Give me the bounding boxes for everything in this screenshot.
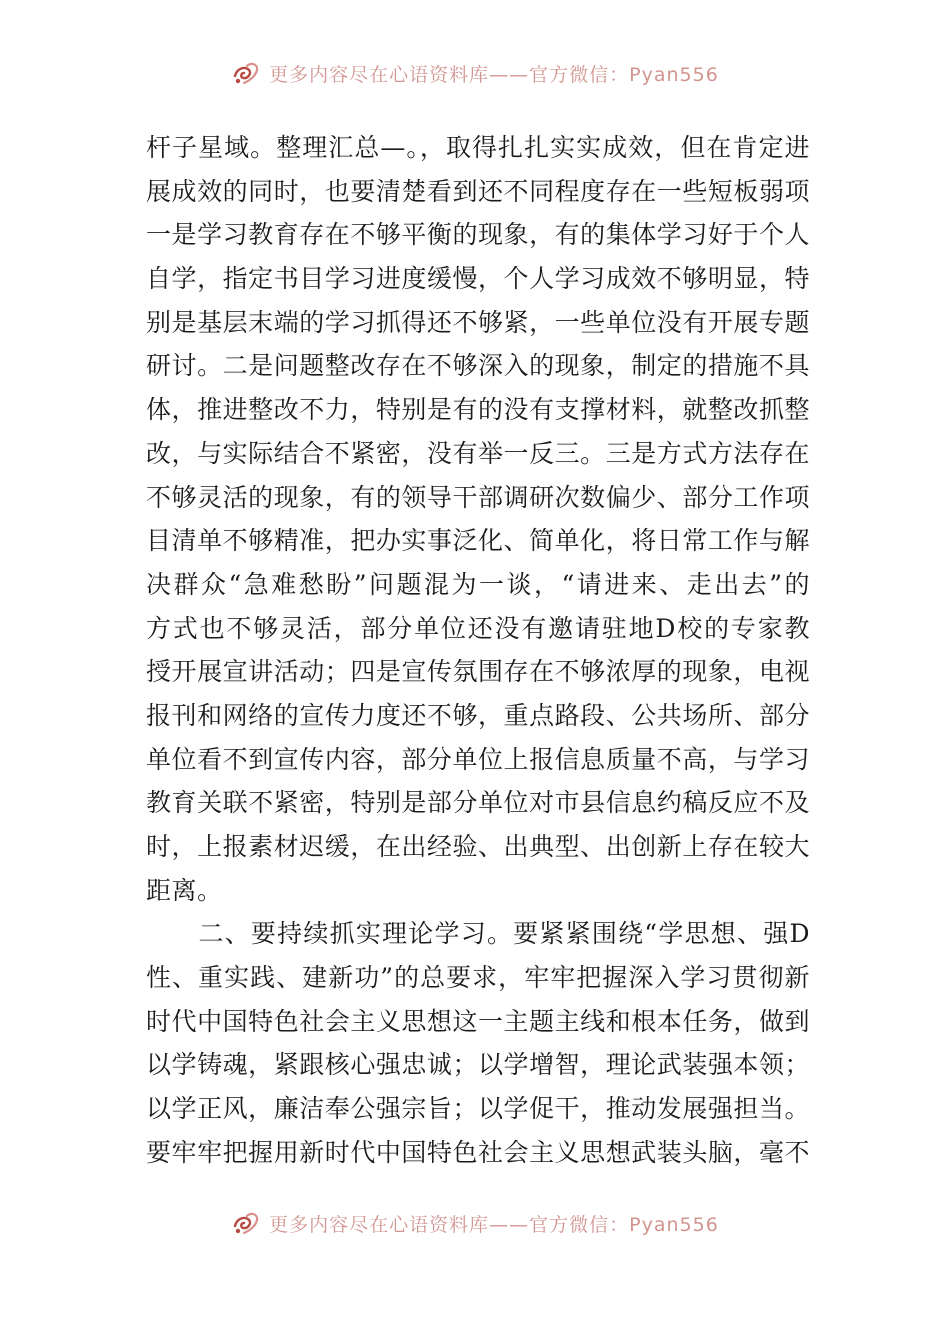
text-line: 以学铸魂，紧跟核心强忠诚；以学增智，理论武装强本领； <box>146 1050 810 1080</box>
text-line: 时，上报素材迟缓，在出经验、出典型、出创新上存在较大 <box>146 832 810 861</box>
text-line: 时代中国特色社会主义思想这一主题主线和根本任务，做到 <box>146 1006 810 1036</box>
document-body <box>146 126 810 1175</box>
text-line: 体，推进整改不力，特别是有的没有支撑材料，就整改抓整 <box>146 395 810 425</box>
text-line: 距离。 <box>146 875 223 905</box>
watermark-text: 更多内容尽在心语资料库——官方微信：Pyan556 <box>269 63 719 86</box>
text-line: 教育关联不紧密，特别是部分单位对市县信息约稿反应不及 <box>146 788 810 818</box>
header-watermark <box>0 58 950 88</box>
text-line: 以学正风，廉洁奉公强宗旨；以学促干，推动发展强担当。 <box>146 1094 810 1124</box>
text-line: 单位看不到宣传内容，部分单位上报信息质量不高，与学习 <box>146 744 810 774</box>
text-line: 报刊和网络的宣传力度还不够，重点路段、公共场所、部分 <box>146 700 810 730</box>
text-line: 要牢牢把握用新时代中国特色社会主义思想武装头脑，毫不 <box>146 1137 810 1167</box>
text-line: 杆子星域。整理汇总—。，取得扎扎实实成效，但在肯定进 <box>146 133 810 162</box>
text-line: 研讨。二是问题整改存在不够深入的现象，制定的措施不具 <box>146 351 810 381</box>
text-line: 二、要持续抓实理论学习。要紧紧围绕“学思想、强D <box>146 919 810 949</box>
text-line: 不够灵活的现象，有的领导干部调研次数偏少、部分工作项 <box>146 482 810 512</box>
logo-icon <box>231 1210 261 1236</box>
text-line: 自学，指定书目学习进度缓慢，个人学习成效不够明显，特 <box>146 264 810 294</box>
text-line: 改，与实际结合不紧密，没有举一反三。三是方式方法存在 <box>146 438 810 468</box>
footer-watermark <box>0 1208 950 1238</box>
text-line: 方式也不够灵活，部分单位还没有邀请驻地D校的专家教 <box>146 613 810 643</box>
watermark-text: 更多内容尽在心语资料库——官方微信：Pyan556 <box>269 1213 719 1236</box>
text-line: 性、重实践、建新功”的总要求，牢牢把握深入学习贯彻新 <box>146 963 810 993</box>
text-line: 决群众“急难愁盼”问题混为一谈，“请进来、走出去”的 <box>146 569 810 599</box>
text-line: 目清单不够精准，把办实事泛化、简单化，将日常工作与解 <box>146 526 810 556</box>
text-line: 授开展宣讲活动；四是宣传氛围存在不够浓厚的现象，电视 <box>146 657 810 687</box>
text-line: 别是基层末端的学习抓得还不够紧，一些单位没有开展专题 <box>146 307 810 337</box>
logo-icon <box>231 60 261 86</box>
text-line: 展成效的同时，也要清楚看到还不同程度存在一些短板弱项 <box>146 176 810 206</box>
text-line: 一是学习教育存在不够平衡的现象，有的集体学习好于个人 <box>146 220 810 250</box>
